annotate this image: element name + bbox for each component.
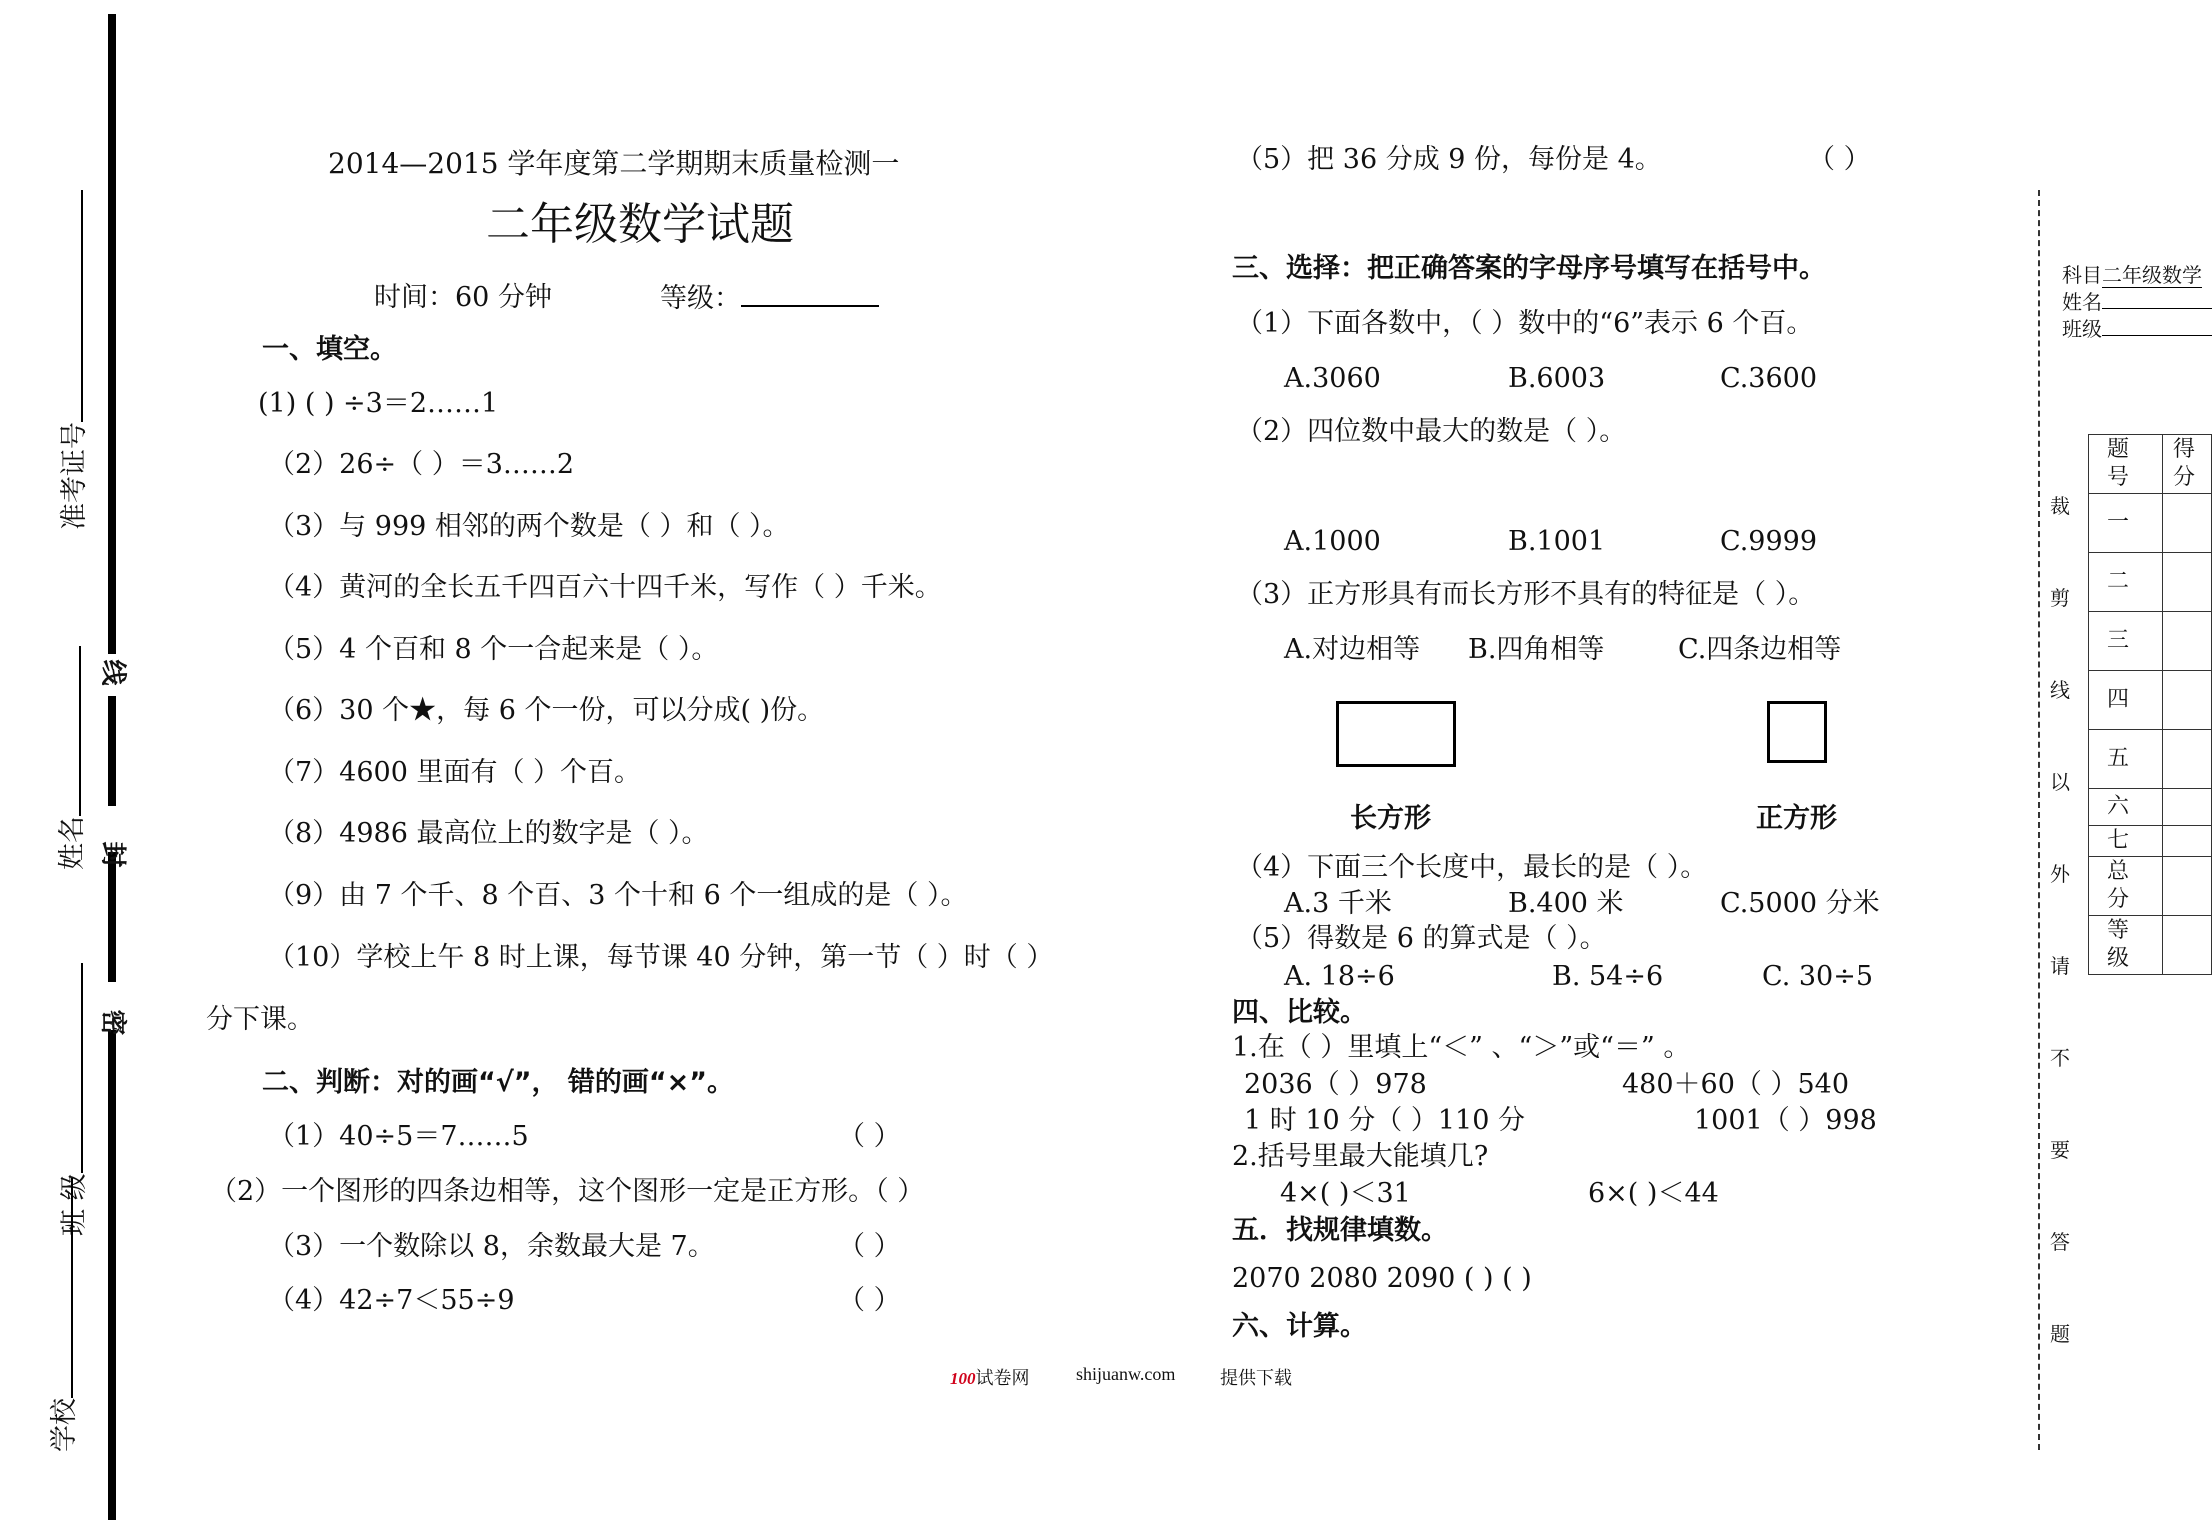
- school-field: [42, 1152, 82, 1452]
- binding-bar-top: [108, 14, 116, 654]
- s5-sequence: 2070 2080 2090 ( ) ( ): [1232, 1263, 1532, 1294]
- s3-q1-opt-c: C.3600: [1720, 363, 1817, 394]
- table-row: [2089, 916, 2212, 975]
- footer-domain: shijuanw.com: [1076, 1364, 1176, 1384]
- school-line: [71, 1178, 73, 1398]
- footer: [950, 1364, 1030, 1390]
- s3-q3-opt-a: A.对边相等: [1284, 634, 1421, 665]
- s2-q4: （4）42÷7＜55÷9: [268, 1285, 515, 1316]
- section-3-title: 三、选择：把正确答案的字母序号填写在括号中。: [1232, 253, 1826, 284]
- class-label: 班 级: [59, 1173, 90, 1236]
- footer-note: 提供下载: [1220, 1368, 1292, 1388]
- cut-line: [2038, 190, 2040, 1450]
- section-2-title: 二、判断：对的画“√”， 错的画“×”。: [262, 1067, 735, 1098]
- score-table: [2088, 434, 2212, 975]
- subject-label: 科目: [2062, 263, 2102, 287]
- s3-q1-opt-b: B.6003: [1508, 363, 1606, 394]
- s3-q4-opt-c: C.5000 分米: [1720, 888, 1880, 919]
- s4-compare-2: 480＋60（ ）540: [1622, 1069, 1850, 1100]
- section-4-title: 四、比较。: [1232, 997, 1367, 1028]
- row-label: 五: [2089, 730, 2163, 789]
- s3-q4-opt-a: A.3 千米: [1284, 888, 1392, 919]
- side-class-label: 班级: [2062, 317, 2102, 341]
- table-row: [2089, 857, 2212, 916]
- s4-compare-4: 1001（ ）998: [1694, 1105, 1877, 1136]
- subject-field: [2062, 262, 2202, 288]
- grade-label-text: 等级：: [660, 283, 741, 314]
- row-label: 二: [2089, 553, 2163, 612]
- row-label: 一: [2089, 494, 2163, 553]
- table-row: [2089, 612, 2212, 671]
- s3-q5-opt-c: C. 30÷5: [1762, 961, 1874, 992]
- score-cell[interactable]: [2163, 826, 2212, 857]
- student-name-label: 姓名: [57, 816, 88, 870]
- binding-char-feng: 封: [97, 841, 128, 868]
- binding-bar-bottom: [108, 1030, 116, 1520]
- section-1-title: 一、填空。: [262, 334, 397, 365]
- side-name-label: 姓名: [2062, 290, 2102, 314]
- s3-q5-opt-b: B. 54÷6: [1552, 961, 1664, 992]
- s4-line2: 2.括号里最大能填几?: [1232, 1141, 1489, 1172]
- s2-q2: （2）一个图形的四条边相等，这个图形一定是正方形。（ ）: [210, 1176, 925, 1207]
- row-label: 等级: [2089, 916, 2163, 975]
- side-name-line: [2102, 308, 2212, 309]
- s3-q4-opt-b: B.400 米: [1508, 888, 1624, 919]
- s2-q3-paren: （ ）: [838, 1231, 901, 1262]
- s1-q5: （5）4 个百和 8 个一合起来是（ ）。: [268, 634, 719, 665]
- s4-line1: 1.在（ ）里填上“＜” 、“＞”或“＝” 。: [1232, 1032, 1691, 1063]
- score-table-header: [2089, 435, 2212, 494]
- s2-q5-paren: （ ）: [1808, 144, 1871, 175]
- s2-q4-paren: （ ）: [838, 1285, 901, 1316]
- s1-q8: （8）4986 最高位上的数字是（ ）。: [268, 818, 709, 849]
- s3-q1-opt-a: A.3060: [1284, 363, 1381, 394]
- score-head-question: 题号: [2089, 435, 2163, 494]
- square-figure: [1767, 701, 1827, 763]
- student-name-line: [79, 646, 81, 816]
- row-label: 六: [2089, 789, 2163, 826]
- table-row: [2089, 671, 2212, 730]
- table-row: [2089, 730, 2212, 789]
- rectangle-label: 长方形: [1350, 803, 1431, 834]
- row-label: 七: [2089, 826, 2163, 857]
- s3-q4: （4）下面三个长度中，最长的是（ ）。: [1236, 852, 1708, 883]
- footer-site: 试卷网: [975, 1368, 1030, 1388]
- s3-q5-opt-a: A. 18÷6: [1284, 961, 1395, 992]
- grade-label: [660, 281, 879, 316]
- school-label: 学校: [49, 1398, 80, 1452]
- exam-subtitle: 2014—2015 学年度第二学期期末质量检测一: [328, 147, 900, 180]
- rectangle-figure: [1336, 701, 1456, 767]
- square-label: 正方形: [1756, 803, 1837, 834]
- score-cell[interactable]: [2163, 789, 2212, 826]
- score-cell[interactable]: [2163, 553, 2212, 612]
- footer-logo: 100: [950, 1369, 976, 1388]
- cut-warning: 裁剪线以外请不要答题: [2050, 494, 2070, 1346]
- binding-char-xian: 线: [97, 659, 128, 686]
- score-cell[interactable]: [2163, 730, 2212, 789]
- s3-q1: （1）下面各数中，（ ）数中的“6”表示 6 个百。: [1236, 308, 1814, 339]
- grade-blank: [741, 281, 879, 307]
- side-class-field: [2062, 316, 2212, 342]
- table-row: [2089, 789, 2212, 826]
- s3-q5: （5）得数是 6 的算式是（ ）。: [1236, 923, 1607, 954]
- exam-no-field: [52, 170, 92, 530]
- student-name-field: [50, 610, 90, 870]
- row-label: 四: [2089, 671, 2163, 730]
- s3-q3: （3）正方形具有而长方形不具有的特征是（ ）。: [1236, 579, 1816, 610]
- s1-q6: （6）30 个★，每 6 个一份，可以分成( )份。: [268, 695, 825, 726]
- binding-char-mi: 密: [97, 1009, 128, 1036]
- time-label: 时间：60 分钟: [374, 282, 552, 313]
- s1-q2: （2）26÷（ ）＝3……2: [268, 449, 575, 480]
- s1-q10b: 分下课。: [206, 1004, 314, 1035]
- s1-q3: （3）与 999 相邻的两个数是（ ）和（ ）。: [268, 511, 790, 542]
- score-cell[interactable]: [2163, 612, 2212, 671]
- s1-q7: （7）4600 里面有（ ）个百。: [268, 757, 642, 788]
- s3-q2-opt-a: A.1000: [1284, 526, 1381, 557]
- table-row: [2089, 494, 2212, 553]
- s3-q2-opt-b: B.1001: [1508, 526, 1606, 557]
- s2-q5: （5）把 36 分成 9 份，每份是 4。: [1236, 144, 1662, 175]
- subject-value: 二年级数学: [2102, 263, 2202, 287]
- score-head-score: 得分: [2163, 435, 2212, 494]
- s3-q2-opt-c: C.9999: [1720, 526, 1817, 557]
- score-cell[interactable]: [2163, 494, 2212, 553]
- score-cell[interactable]: [2163, 857, 2212, 916]
- score-cell[interactable]: [2163, 671, 2212, 730]
- page-title: 二年级数学试题: [486, 199, 794, 250]
- section-6-title: 六、计算。: [1232, 1311, 1367, 1342]
- binding-bar-mid2: [108, 852, 116, 982]
- s1-q9: （9）由 7 个千、8 个百、3 个十和 6 个一组成的是（ ）。: [268, 880, 968, 911]
- s3-q3-opt-b: B.四角相等: [1468, 634, 1605, 665]
- exam-no-line: [81, 190, 83, 422]
- class-line: [81, 963, 83, 1173]
- s1-q4: （4）黄河的全长五千四百六十四千米，写作（ ）千米。: [268, 572, 942, 603]
- s4-compare-1: 2036（ ）978: [1244, 1069, 1427, 1100]
- s4-compare-3: 1 时 10 分（ ）110 分: [1244, 1105, 1525, 1136]
- table-row: [2089, 553, 2212, 612]
- section-5-title: 五．找规律填数。: [1232, 1215, 1448, 1246]
- score-cell[interactable]: [2163, 916, 2212, 975]
- s4-fill-2: 6×( )＜44: [1588, 1178, 1719, 1209]
- s2-q3: （3）一个数除以 8，余数最大是 7。: [268, 1231, 715, 1262]
- s2-q1: （1）40÷5＝7……5: [268, 1121, 529, 1152]
- side-class-line: [2102, 335, 2212, 336]
- binding-bar-mid: [108, 696, 116, 806]
- s1-q1: (1) ( ) ÷3＝2……1: [258, 388, 499, 419]
- s4-fill-1: 4×( )＜31: [1280, 1178, 1411, 1209]
- s1-q10a: （10）学校上午 8 时上课，每节课 40 分钟，第一节（ ）时（ ）: [268, 942, 1054, 973]
- exam-no-label: 准考证号: [59, 422, 90, 530]
- table-row: [2089, 826, 2212, 857]
- s3-q2: （2）四位数中最大的数是（ ）。: [1236, 416, 1627, 447]
- s2-q1-paren: （ ）: [838, 1121, 901, 1152]
- side-name-field: [2062, 289, 2212, 315]
- s3-q3-opt-c: C.四条边相等: [1678, 634, 1842, 665]
- row-label: 总分: [2089, 857, 2163, 916]
- row-label: 三: [2089, 612, 2163, 671]
